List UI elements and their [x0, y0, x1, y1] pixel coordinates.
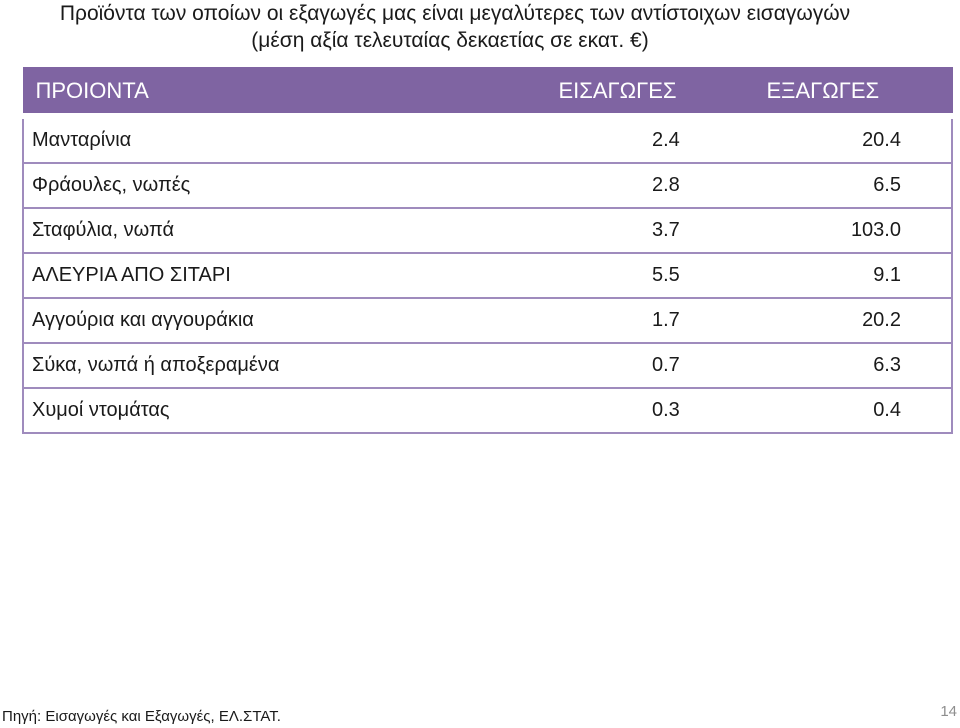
cell-product: ΑΛΕΥΡΙΑ ΑΠΟ ΣΙΤΑΡΙ [23, 253, 558, 298]
cell-exports: 9.1 [748, 253, 952, 298]
table-row [23, 343, 952, 388]
source-note: Πηγή: Εισαγωγές και Εξαγωγές, ΕΛ.ΣΤΑΤ. [2, 708, 281, 725]
cell-product: Σύκα, νωπά ή αποξεραμένα [23, 343, 558, 388]
header-products: ΠΡΟΙΟΝΤΑ [23, 68, 558, 117]
cell-exports: 6.3 [748, 343, 952, 388]
cell-imports: 0.3 [558, 388, 748, 433]
table-row [23, 298, 952, 343]
cell-exports: 20.4 [748, 116, 952, 163]
title-line-1: Προϊόντα των οποίων οι εξαγωγές μας είναι μεγαλύτερες των αντίστοιχων εισαγωγών [59, 2, 851, 25]
cell-exports: 0.4 [748, 388, 952, 433]
cell-product: Φράουλες, νωπές [23, 163, 558, 208]
trade-table [22, 67, 953, 434]
cell-product: Σταφύλια, νωπά [23, 208, 558, 253]
page-number: 14 [940, 703, 957, 720]
cell-imports: 3.7 [558, 208, 748, 253]
cell-product: Μανταρίνια [23, 116, 558, 163]
header-imports: ΕΙΣΑΓΩΓΕΣ [558, 68, 748, 117]
cell-exports: 6.5 [748, 163, 952, 208]
table-header-row [23, 68, 952, 117]
cell-imports: 2.8 [558, 163, 748, 208]
table-row [23, 208, 952, 253]
cell-product: Χυμοί ντομάτας [23, 388, 558, 433]
cell-exports: 103.0 [748, 208, 952, 253]
table-row [23, 253, 952, 298]
slide-title [0, 0, 960, 54]
header-exports: ΕΞΑΓΩΓΕΣ [748, 68, 952, 117]
cell-imports: 1.7 [558, 298, 748, 343]
table-row [23, 116, 952, 163]
table-row [23, 163, 952, 208]
cell-imports: 2.4 [558, 116, 748, 163]
table-row [23, 388, 952, 433]
cell-imports: 0.7 [558, 343, 748, 388]
title-line-2: (μέση αξία τελευταίας δεκαετίας σε εκατ. €) [251, 29, 649, 52]
cell-imports: 5.5 [558, 253, 748, 298]
cell-product: Αγγούρια και αγγουράκια [23, 298, 558, 343]
cell-exports: 20.2 [748, 298, 952, 343]
